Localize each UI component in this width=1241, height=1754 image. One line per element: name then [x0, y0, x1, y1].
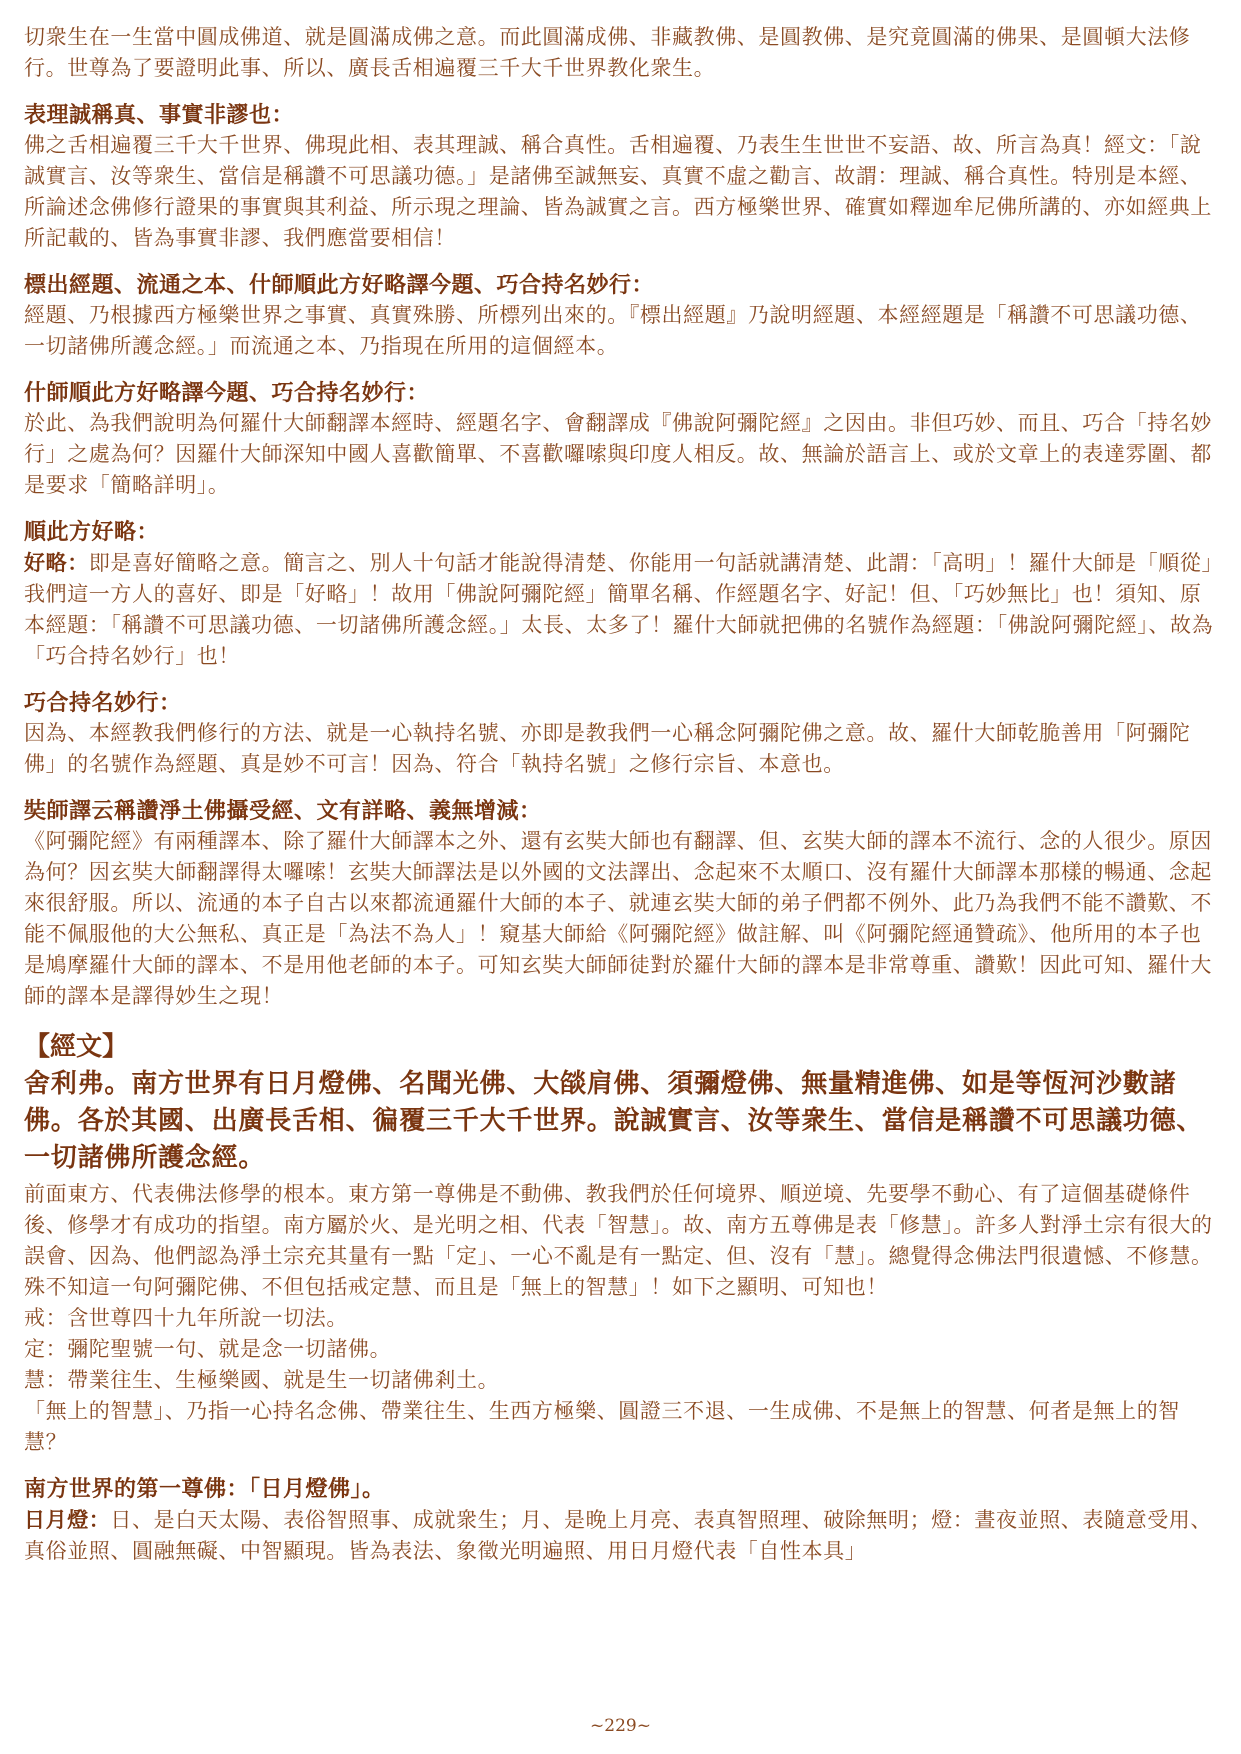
section-brevity — [24, 517, 1220, 672]
section-heading: 南方世界的第一尊佛：「日月燈佛」。 — [24, 1476, 385, 1502]
section-sun-moon-lamp — [24, 1474, 1220, 1567]
section-sutra-title — [24, 270, 1220, 362]
samadhi-line: 定：彌陀聖號一句、就是念一切諸佛。 — [24, 1337, 392, 1361]
section-translation — [24, 378, 1220, 501]
term-lead: 日月燈： — [24, 1507, 111, 1532]
section-body: 佛之舌相遍覆三千大千世界、佛現此相、表其理誠、稱合真性。舌相遍覆、乃表生生世世不妄語、故、所言為真！經文：「說誠實言、汝等衆生、當信是稱讚不可思議功德。」是諸佛至誠無妄、真實不虛之勸言、故謂：理誠、稱合真性。特別是本經、所論述念佛修行證果的事實與其利益、所示現之理論、皆為誠實之言。西方極樂世界、確實如釋迦牟尼佛所講的、亦如經典上所記載的、皆為事實非謬、我們應當要相信！ — [24, 133, 1212, 250]
wisdom-line: 慧：帶業往生、生極樂國、就是生一切諸佛剎土。 — [24, 1368, 500, 1392]
commentary-paragraph: 前面東方、代表佛法修學的根本。東方第一尊佛是不動佛、教我們於任何境界、順逆境、先要學不動心、有了這個基礎條件後、修學才有成功的指望。南方屬於火、是光明之相、代表「智慧」。故、南方五尊佛是表「修慧」。許多人對淨土宗有很大的誤會、因為、他們認為淨土宗充其量有一點「定」、一心不亂是有一點定、但、沒有「慧」。總覺得念佛法門很遺憾、不修慧。殊不知這一句阿彌陀佛、不但包括戒定慧、而且是「無上的智慧」！如下之顯明、可知也！ — [24, 1182, 1213, 1299]
section-body: 《阿彌陀經》有兩種譯本、除了羅什大師譯本之外、還有玄奘大師也有翻譯、但、玄奘大師的譯本不流行、念的人很少。原因為何？因玄奘大師翻譯得太囉嗦！玄奘大師譯法是以外國的文法譯出、念起來不太順口、沒有羅什大師譯本那樣的暢通、念起來很舒服。所以、流通的本子自古以來都流通羅什大師的本子、就連玄奘大師的弟子們都不例外、此乃為我們不能不讚歎、不能不佩服他的大公無私、真正是「為法不為人」！窺基大師給《阿彌陀經》做註解、叫《阿彌陀經通贊疏》、他所用的本子也是鳩摩羅什大師的譯本、不是用他老師的本子。可知玄奘大師師徒對於羅什大師的譯本是非常尊重、讚歎！因此可知、羅什大師的譯本是譯得妙生之現！ — [24, 829, 1212, 1008]
term-lead: 好略： — [24, 550, 89, 575]
section-body: 因為、本經教我們修行的方法、就是一心執持名號、亦即是教我們一心稱念阿彌陀佛之意。故、羅什大師乾脆善用「阿彌陀佛」的名號作為經題、真是妙不可言！因為、符合「執持名號」之修行宗旨、本意也。 — [24, 721, 1191, 776]
term-body: 日、是白天太陽、表俗智照事、成就衆生；月、是晚上月亮、表真智照理、破除無明；燈：晝夜並照、表隨意受用、真俗並照、圓融無礙、中智顯現。皆為表法、象徵光明遍照、用日月燈代表「自性本具」 — [24, 1508, 1213, 1563]
sutra-text: 舍利弗。南方世界有日月燈佛、名聞光佛、大燄肩佛、須彌燈佛、無量精進佛、如是等恆河沙數諸佛。各於其國、出廣長舌相、徧覆三千大千世界。說誠實言、汝等衆生、當信是稱讚不可思議功德、一切諸佛所護念經。 — [24, 1069, 1204, 1173]
section-heading: 標出經題、流通之本、什師順此方好略譯今題、巧合持名妙行： — [24, 272, 655, 298]
page-number: ~229~ — [590, 1716, 651, 1736]
section-body: 經題、乃根據西方極樂世界之事實、真實殊勝、所標列出來的。『標出經題』乃說明經題、本經經題是「稱讚不可思議功德、一切諸佛所護念經。」而流通之本、乃指現在所用的這個經本。 — [24, 303, 1202, 358]
page-body — [24, 22, 1220, 1567]
section-truth — [24, 100, 1220, 254]
section-heading: 順此方好略： — [24, 519, 160, 545]
section-body — [24, 1504, 1220, 1567]
section-body — [24, 547, 1220, 672]
section-name-practice — [24, 688, 1220, 780]
continuation-paragraph: 切衆生在一生當中圓成佛道、就是圓滿成佛之意。而此圓滿成佛、非藏教佛、是圓教佛、是究竟圓滿的佛果、是圓頓大法修行。世尊為了要證明此事、所以、廣長舌相遍覆三千大千世界教化衆生。 — [24, 25, 1191, 80]
section-body: 於此、為我們說明為何羅什大師翻譯本經時、經題名字、會翻譯成『佛說阿彌陀經』之因由。非但巧妙、而且、巧合「持名妙行」之處為何？因羅什大師深知中國人喜歡簡單、不喜歡囉嗦與印度人相反。故、無論於語言上、或於文章上的表達雰圍、都是要求「簡略詳明」。 — [24, 411, 1212, 497]
sutra-header: 【經文】 — [24, 1032, 129, 1062]
section-heading: 表理誠稱真、事實非謬也： — [24, 102, 295, 128]
section-heading: 奘師譯云稱讚淨土佛攝受經、文有詳略、義無增減： — [24, 798, 542, 824]
section-heading: 什師順此方好略譯今題、巧合持名妙行： — [24, 380, 430, 406]
term-body: 即是喜好簡略之意。簡言之、別人十句話才能說得清楚、你能用一句話就講清楚、此謂：「高明」！羅什大師是「順從」我們這一方人的喜好、即是「好略」！故用「佛說阿彌陀經」簡單名稱、作經題名字、好記！但、「巧妙無比」也！須知、原本經題：「稱讚不可思議功德、一切諸佛所護念經。」太長、太多了！羅什大師就把佛的名號作為經題：「佛說阿彌陀經」、故為「巧合持名妙行」也！ — [24, 551, 1214, 668]
precept-line: 戒：含世尊四十九年所說一切法。 — [24, 1306, 348, 1330]
supreme-wisdom-paragraph: 「無上的智慧」、乃指一心持名念佛、帶業往生、生西方極樂、圓證三不退、一生成佛、不是無上的智慧、何者是無上的智慧？ — [24, 1399, 1180, 1454]
section-heading: 巧合持名妙行： — [24, 690, 182, 716]
section-xuanzang — [24, 796, 1220, 1012]
